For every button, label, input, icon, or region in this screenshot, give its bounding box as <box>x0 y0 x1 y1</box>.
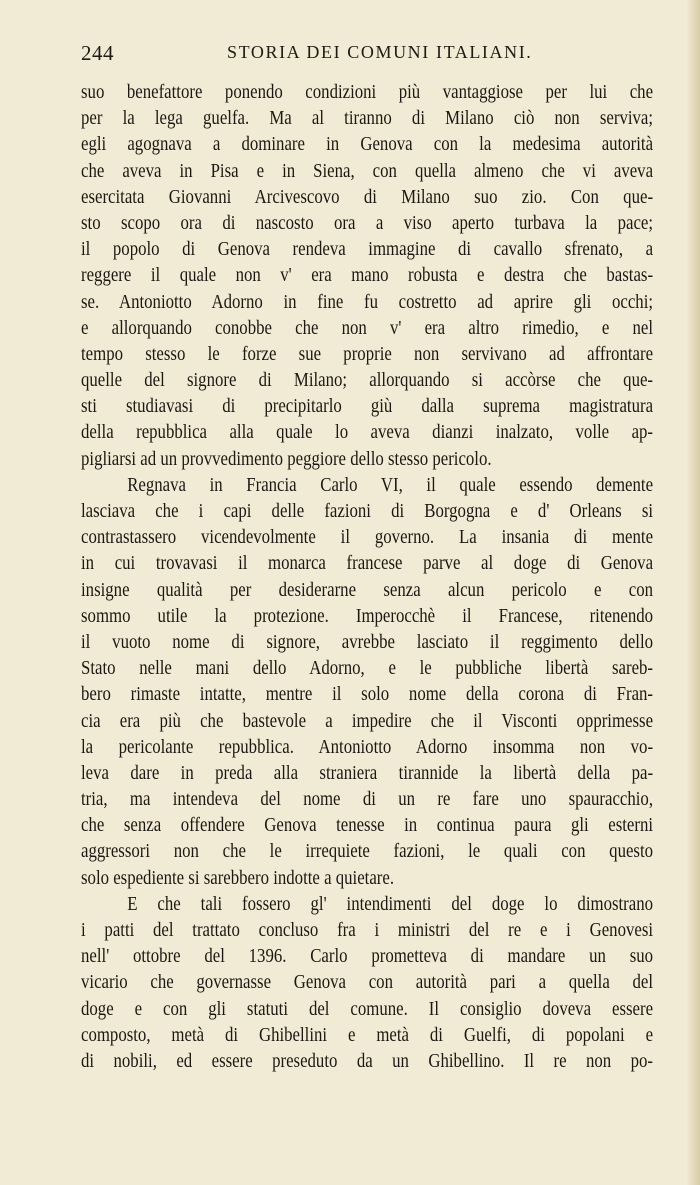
text-line: tempo stesso le forze sue proprie non servivano ad affrontare <box>81 342 654 365</box>
text-line: contrastassero vicendevolmente il governo. La insania di mente <box>81 526 654 549</box>
text-line: sto scopo ora di nascosto ora a viso aperto turbava la pace; <box>81 211 654 234</box>
text-line: e allorquando conobbe che non v' era altro rimedio, e nel <box>81 316 654 339</box>
text-line: E che tali fossero gl' intendimenti del doge lo dimostrano <box>127 892 654 915</box>
text-line: suo benefattore ponendo condizioni più vantaggiose per lui che <box>81 81 654 103</box>
text-line: i patti del trattato concluso fra i ministri del re e i Genovesi <box>81 919 654 941</box>
text-line: composto, metà di Ghibellini e metà di Guelfi, di popolani e <box>81 1023 654 1046</box>
text-line: il vuoto nome di signore, avrebbe lasciato il reggimento dello <box>81 630 654 653</box>
text-line: reggere il quale non v' era mano robusta e destra che bastas- <box>81 264 654 287</box>
text-line: sommo utile la protezione. Imperocchè il Francese, ritenendo <box>81 604 654 627</box>
page-edge-shadow <box>686 0 700 1185</box>
text-line: il popolo di Genova rendeva immagine di cavallo sfrenato, a <box>81 238 654 261</box>
text-line: sti studiavasi di precipitarlo giù dalla suprema magistratura <box>81 395 654 418</box>
text-line: insigne qualità per desiderarne senza alcun pericolo e con <box>81 578 654 601</box>
text-line: quelle del signore di Milano; allorquando si accòrse che que- <box>81 369 654 392</box>
text-line: che senza offendere Genova tenesse in continua paura gli esterni <box>81 814 654 837</box>
text-line: nell' ottobre del 1396. Carlo prometteva di mandare un suo <box>81 945 654 968</box>
text-line: pigliarsi ad un provvedimento peggiore dello stesso pericolo. <box>81 447 492 470</box>
text-line: egli agognava a dominare in Genova con la medesima autorità <box>81 133 654 156</box>
text-line: aggressori non che le irrequiete fazioni, le quali con questo <box>81 840 654 863</box>
text-line: leva dare in preda alla straniera tirannide la libertà della pa- <box>81 761 654 784</box>
running-title: STORIA DEI COMUNI ITALIANI. <box>227 42 533 62</box>
text-line: bero rimaste intatte, mentre il solo nome della corona di Fran- <box>81 683 654 706</box>
text-line: la pericolante repubblica. Antoniotto Adorno insomma non vo- <box>81 735 654 758</box>
text-line: che aveva in Pisa e in Siena, con quella almeno che vi aveva <box>81 159 654 182</box>
text-line: di nobili, ed essere preseduto da un Ghibellino. Il re non po- <box>81 1049 654 1072</box>
text-line: cia era più che bastevole a impedire che il Visconti opprimesse <box>81 709 654 732</box>
text-line: per la lega guelfa. Ma al tiranno di Milano ciò non serviva; <box>81 107 654 130</box>
text-line: doge e con gli statuti del comune. Il consiglio doveva essere <box>81 997 654 1020</box>
text-line: vicario che governasse Genova con autorità pari a quella del <box>81 971 654 994</box>
page-number: 244 <box>81 41 114 65</box>
text-line: lasciava che i capi delle fazioni di Borgogna e d' Orleans si <box>81 500 654 522</box>
text-line: solo espediente si sarebbero indotte a quietare. <box>81 866 395 889</box>
text-line: della repubblica alla quale lo aveva dianzi inalzato, volle ap- <box>81 421 654 444</box>
text-line: tria, ma intendeva del nome di un re fare uno spauracchio, <box>81 788 654 811</box>
text-line: in cui trovavasi il monarca francese parve al doge di Genova <box>81 552 654 575</box>
text-line: Regnava in Francia Carlo VI, il quale essendo demente <box>127 473 654 496</box>
body-text <box>81 79 653 1074</box>
text-line: esercitata Giovanni Arcivescovo di Milano suo zio. Con que- <box>81 185 654 208</box>
text-line: se. Antoniotto Adorno in fine fu costretto ad aprire gli occhi; <box>81 290 654 313</box>
running-header <box>81 41 653 67</box>
text-line: Stato nelle mani dello Adorno, e le pubbliche libertà sareb- <box>81 657 654 680</box>
